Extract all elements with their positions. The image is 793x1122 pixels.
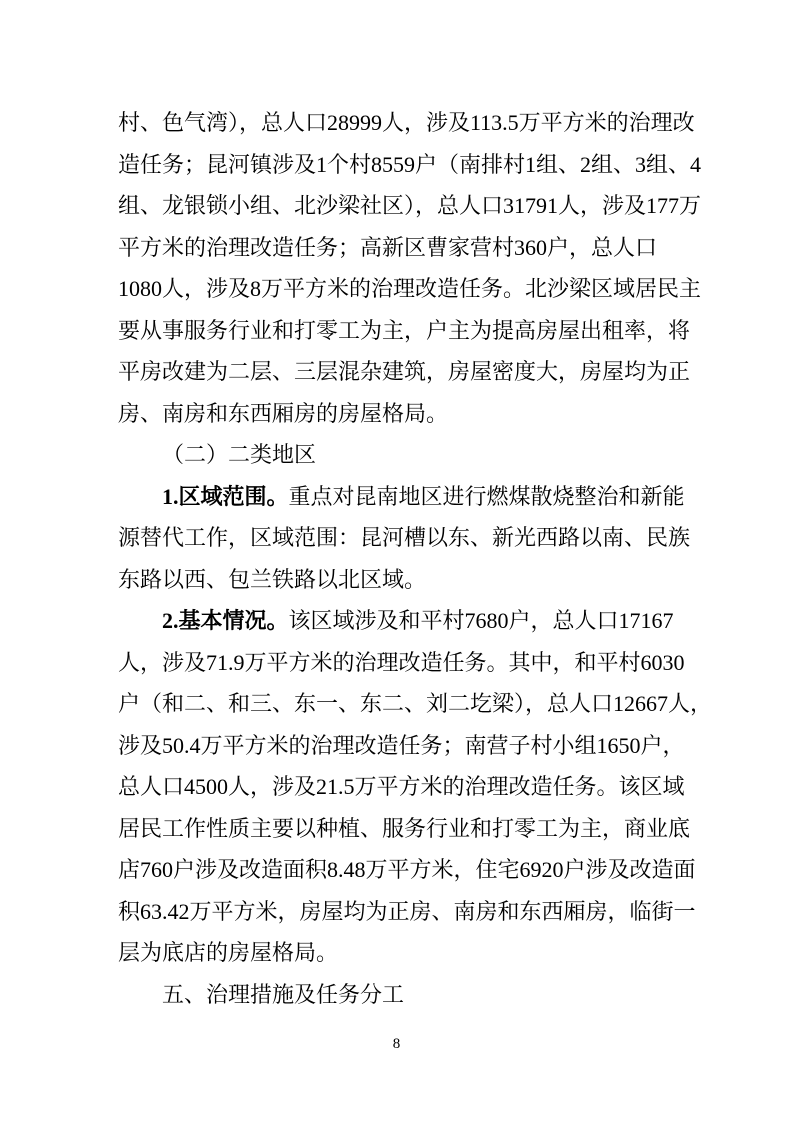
text-line [118,476,685,518]
text-segment: 要从事服务行业和打零工为主，户主为提高房屋出租率，将 [118,317,691,343]
text-segment: 平方米的治理改造任务；高新区曹家营村360户，总人口 [118,234,658,260]
text-line [118,517,691,559]
text-segment: 居民工作性质主要以种植、服务行业和打零工为主，商业底 [118,815,691,841]
text-line [118,102,695,144]
text-line [118,932,680,974]
text-segment: 源替代工作，区域范围：昆河槽以东、新光西路以南、民族 [118,525,691,550]
text-line [118,393,680,435]
text-segment: 涉及50.4万平方米的治理改造任务；南营子村小组1650户， [118,732,685,758]
text-line [118,144,702,186]
bold-text-segment: 1.区域范围。 [162,483,289,509]
text-segment: 造任务；昆河镇涉及1个村8559户（南排村1组、2组、3组、4 [118,151,702,177]
text-segment: 1080人，涉及8万平方米的治理改造任务。北沙梁区域居民主 [118,276,702,301]
text-line [118,849,696,891]
text-line [118,642,685,684]
text-segment: 五、治理措施及任务分工 [162,981,405,1007]
page-number: 8 [392,1036,401,1052]
text-segment: 平房改建为二层、三层混杂建筑，房屋密度大，房屋均为正 [118,359,691,384]
text-segment: 组、龙银锁小组、北沙梁社区），总人口31791人，涉及177万 [118,193,702,218]
text-segment: 总人口4500人，涉及21.5万平方米的治理改造任务。该区域 [118,774,685,799]
text-line [118,185,702,227]
text-line [118,683,713,725]
text-segment: 层为底店的房屋格局。 [118,940,339,965]
text-segment: 该区域涉及和平村7680户，总人口17167 [288,608,674,633]
text-line [118,227,680,269]
text-line [118,268,702,310]
text-segment: 积63.42万平方米，房屋均为正房、南房和东西厢房，临街一 [118,898,696,924]
text-segment: 房、南房和东西厢房的房屋格局。 [118,400,449,426]
text-segment: 东路以西、包兰铁路以北区域。 [118,566,427,592]
text-line [118,974,680,1016]
text-line [118,766,685,808]
text-segment: 户（和二、和三、东一、东二、刘二圪梁），总人口12667人， [118,691,713,716]
text-segment: 人，涉及71.9万平方米的治理改造任务。其中，和平村6030 [118,649,685,675]
text-line [118,891,696,933]
text-line [118,434,680,476]
document-body [118,102,713,1015]
text-line [118,310,691,352]
text-line [118,600,680,642]
text-line [118,725,685,767]
text-line [118,808,691,850]
text-segment: 重点对昆南地区进行燃煤散烧整治和新能 [288,483,685,509]
text-segment: （二）二类地区 [162,442,317,467]
text-segment: 店760户涉及改造面积8.48万平方米，住宅6920户涉及改造面 [118,857,696,882]
text-line [118,351,691,393]
text-segment: 村、色气湾），总人口28999人，涉及113.5万平方米的治理改 [118,110,695,135]
text-line [118,559,680,601]
bold-text-segment: 2.基本情况。 [162,608,289,633]
